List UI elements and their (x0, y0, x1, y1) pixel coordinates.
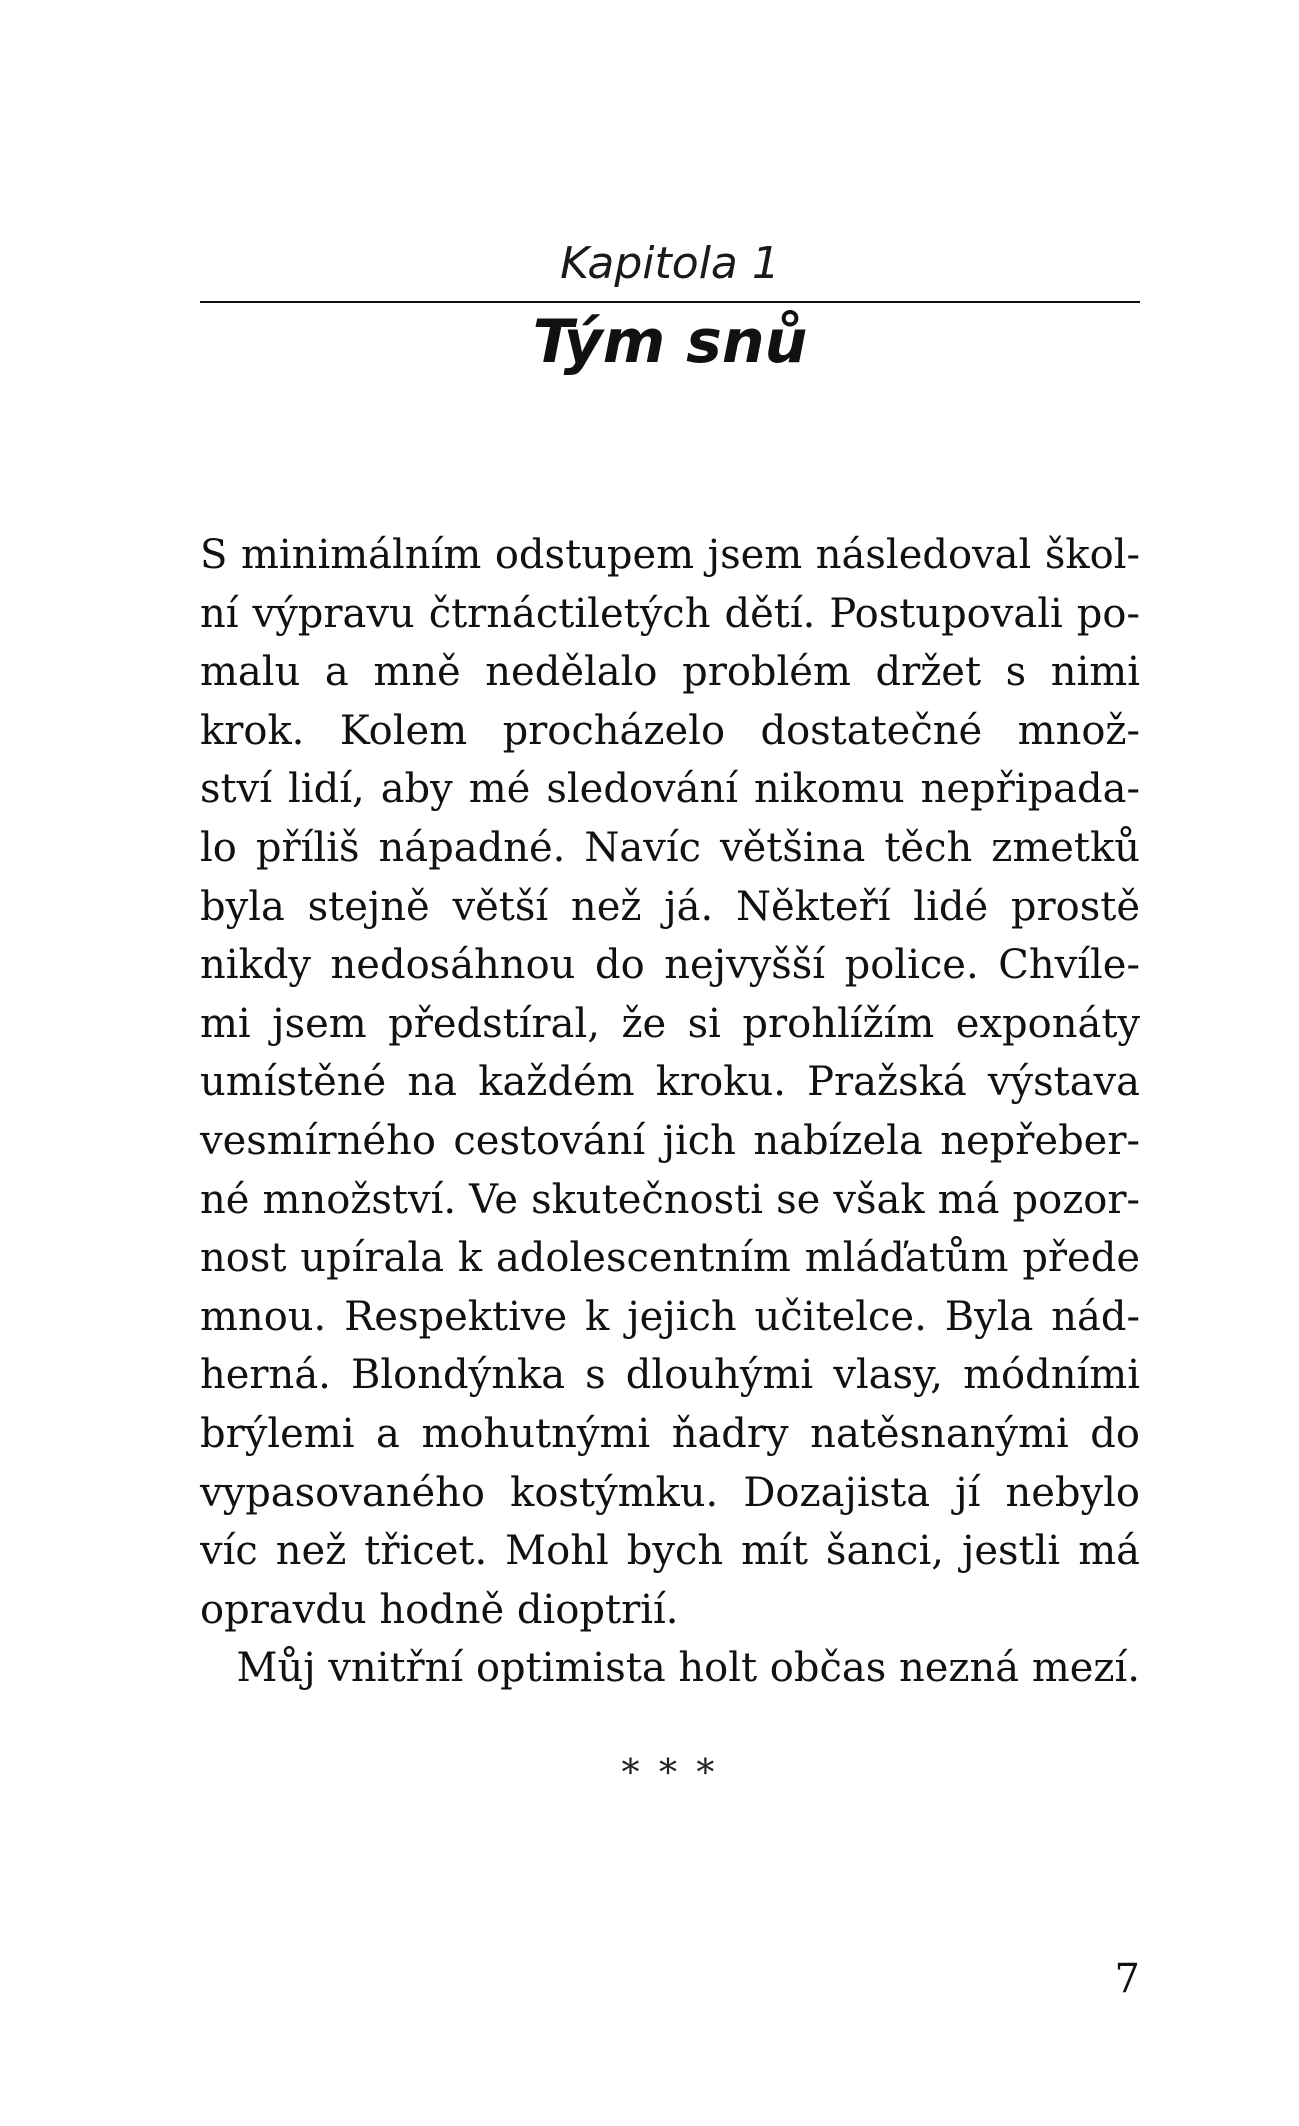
section-separator: * * * (621, 1753, 719, 1794)
text-line: herná. Blondýnka s dlouhými vlasy, módními (200, 1352, 1140, 1399)
text-line: byla stejně větší než já. Někteří lidé prostě (200, 883, 1140, 930)
page-number: 7 (1114, 1956, 1140, 2002)
text-line: nikdy nedosáhnou do nejvyšší police. Chvíle- (200, 942, 1140, 989)
text-line: ství lidí, aby mé sledování nikomu nepřipada- (200, 766, 1140, 813)
text-line: mnou. Respektive k jejich učitelce. Byla nád- (200, 1293, 1140, 1340)
text-line: brýlemi a mohutnými ňadry natěsnanými do (200, 1410, 1140, 1457)
text-line: né množství. Ve skutečnosti se však má pozor- (200, 1176, 1140, 1223)
chapter-title: Tým snů (532, 307, 808, 377)
text-line: malu a mně nedělalo problém držet s nimi (200, 649, 1140, 696)
text-line: vesmírného cestování jich nabízela nepřeber- (200, 1117, 1140, 1164)
text-line: lo příliš nápadné. Navíc většina těch zmetků (200, 824, 1140, 871)
chapter-divider (200, 301, 1140, 303)
text-line: S minimálním odstupem jsem následoval škol- (200, 532, 1140, 578)
text-line: nost upírala k adolescentním mláďatům přede (200, 1235, 1140, 1282)
text-line: umístěné na každém kroku. Pražská výstava (200, 1059, 1140, 1106)
text-line: krok. Kolem procházelo dostatečné množ- (200, 707, 1140, 754)
text-line: vypasovaného kostýmku. Dozajista jí nebylo (200, 1469, 1140, 1516)
text-line: mi jsem předstíral, že si prohlížím exponáty (200, 1000, 1140, 1047)
text-line: Můj vnitřní optimista holt občas nezná mezí. (236, 1645, 1140, 1692)
text-line: ní výpravu čtrnáctiletých dětí. Postupovali po- (200, 590, 1140, 637)
chapter-label: Kapitola 1 (560, 238, 780, 289)
text-line: opravdu hodně dioptrií. (200, 1586, 679, 1633)
body-text (200, 526, 1140, 1698)
text-line: víc než třicet. Mohl bych mít šanci, jestli má (200, 1528, 1140, 1575)
